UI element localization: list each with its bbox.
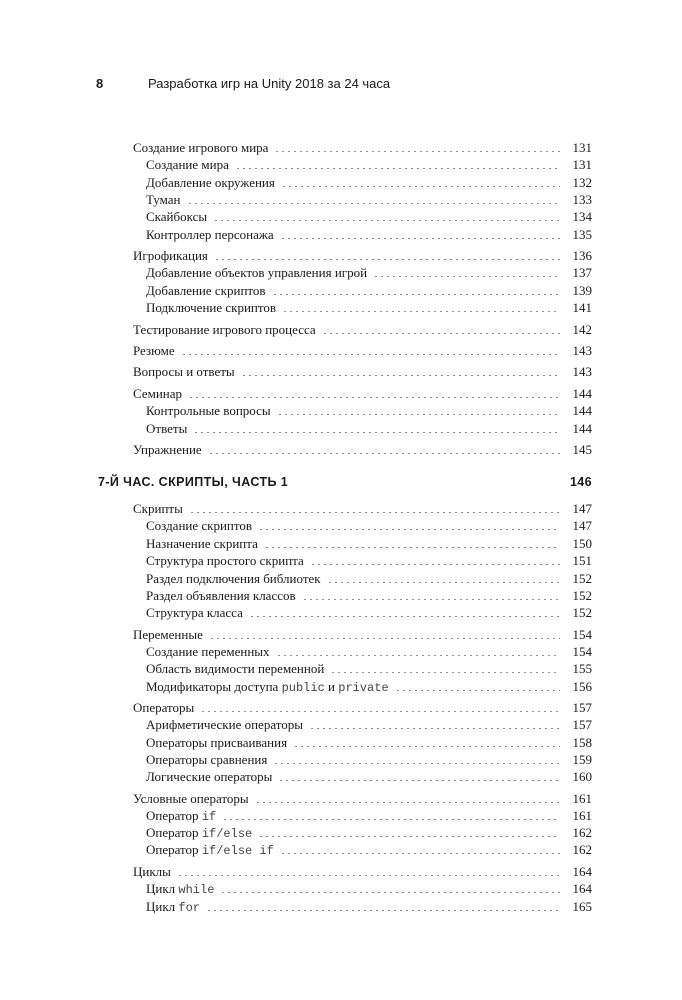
dot-leader <box>277 414 560 415</box>
toc-entry-label: Оператор if/else if <box>146 842 274 858</box>
toc-entry-label: Контроллер персонажа <box>146 227 274 242</box>
toc-entry-label: Область видимости переменной <box>146 661 325 676</box>
dot-leader <box>330 672 560 673</box>
toc-entry <box>146 264 592 281</box>
toc-entry <box>146 768 592 785</box>
dot-leader <box>310 564 560 565</box>
toc-page-number: 157 <box>572 717 592 732</box>
dot-leader <box>181 354 560 355</box>
toc-page-number: 162 <box>572 825 592 840</box>
dot-leader <box>280 238 560 239</box>
toc-entry-label: Структура простого скрипта <box>146 553 304 568</box>
toc-entry <box>146 880 592 897</box>
toc-entry <box>146 402 592 419</box>
toc-entry-label: Добавление скриптов <box>146 283 266 298</box>
toc-entry <box>146 807 592 824</box>
toc-page-number: 139 <box>572 283 592 298</box>
dot-leader <box>188 397 560 398</box>
toc-page-number: 162 <box>572 842 592 857</box>
toc-entry <box>146 587 592 604</box>
dot-leader <box>187 203 561 204</box>
dot-leader <box>200 711 560 712</box>
toc-entry <box>146 156 592 173</box>
toc-entry <box>146 282 592 299</box>
toc-entry-label: Операторы присваивания <box>146 735 288 750</box>
dot-leader <box>395 690 560 691</box>
dot-leader <box>293 746 560 747</box>
toc-entry <box>133 790 592 807</box>
toc-entry <box>146 898 592 915</box>
toc-entry <box>146 299 592 316</box>
toc-entry-label: Создание игрового мира <box>133 140 269 155</box>
toc-entry <box>133 626 592 643</box>
dot-leader <box>213 220 560 221</box>
dot-leader <box>373 276 560 277</box>
toc-entry <box>146 734 592 751</box>
toc-entry <box>146 751 592 768</box>
toc-entry <box>133 699 592 716</box>
toc-entry-label: Туман <box>146 192 181 207</box>
toc-entry <box>146 535 592 552</box>
toc-entry <box>133 385 592 402</box>
toc-entry <box>146 643 592 660</box>
dot-leader <box>273 763 560 764</box>
dot-leader <box>222 819 560 820</box>
dot-leader <box>280 853 560 854</box>
page-number: 8 <box>96 76 104 91</box>
toc-entry <box>133 500 592 517</box>
dot-leader <box>276 655 560 656</box>
dot-leader <box>258 836 560 837</box>
toc-entry <box>133 363 592 380</box>
dot-leader <box>327 582 560 583</box>
toc-entry-label: Операторы <box>133 700 195 715</box>
toc-page-number: 164 <box>572 864 592 879</box>
dot-leader <box>249 616 560 617</box>
toc-page-number: 136 <box>572 248 592 263</box>
dot-leader <box>209 638 560 639</box>
toc-page-number: 152 <box>572 588 592 603</box>
toc-entry <box>146 716 592 733</box>
toc-entry <box>146 678 592 695</box>
toc-page-number: 155 <box>572 661 592 676</box>
toc-entry <box>133 342 592 359</box>
toc-entry-label: Оператор if/else <box>146 825 253 841</box>
toc-entry <box>146 420 592 437</box>
toc-entry <box>146 841 592 858</box>
toc-entry <box>133 139 592 156</box>
toc-page-number: 143 <box>572 343 592 358</box>
dot-leader <box>177 875 560 876</box>
toc-entry-label: Оператор if <box>146 808 217 824</box>
toc-entry-label: Назначение скрипта <box>146 536 258 551</box>
toc-entry <box>146 660 592 677</box>
toc-page-number: 131 <box>572 157 592 172</box>
dot-leader <box>258 529 560 530</box>
toc-page-number: 152 <box>572 605 592 620</box>
toc-page-number: 143 <box>572 364 592 379</box>
toc-entry-label: Условные операторы <box>133 791 249 806</box>
toc-page-number: 150 <box>572 536 592 551</box>
toc-entry-label: Раздел подключения библиотек <box>146 571 321 586</box>
toc-entry-label: Модификаторы доступа public и private <box>146 679 389 695</box>
dot-leader <box>278 780 560 781</box>
toc-page-number: 137 <box>572 265 592 280</box>
toc-entry-label: Логические операторы <box>146 769 273 784</box>
toc-entry-label: Цикл while <box>146 881 215 897</box>
dot-leader <box>272 294 560 295</box>
toc-entry-label: Ответы <box>146 421 188 436</box>
dot-leader <box>214 259 560 260</box>
toc-page-number: 147 <box>572 501 592 516</box>
toc-entry <box>146 226 592 243</box>
dot-leader <box>255 802 560 803</box>
toc-entry <box>146 517 592 534</box>
toc-entry-label: Игрофикация <box>133 248 208 263</box>
toc-entry-label: Скайбоксы <box>146 209 208 224</box>
toc-entry-label: Добавление окружения <box>146 175 275 190</box>
toc-page-number: 161 <box>572 808 592 823</box>
toc-entry-label: Подключение скриптов <box>146 300 277 315</box>
toc-entry-label: Семинар <box>133 386 183 401</box>
toc-page-number: 156 <box>572 679 592 694</box>
toc-entry <box>133 321 592 338</box>
toc-page-number: 132 <box>572 175 592 190</box>
toc-entry <box>146 208 592 225</box>
dot-leader <box>274 151 560 152</box>
toc-entry <box>146 570 592 587</box>
dot-leader <box>281 186 560 187</box>
dot-leader <box>302 599 560 600</box>
toc-entry <box>146 174 592 191</box>
dot-leader <box>189 512 560 513</box>
dot-leader <box>241 375 560 376</box>
toc-entry <box>133 247 592 264</box>
toc-entry <box>146 191 592 208</box>
dot-leader <box>294 486 560 487</box>
toc-entry-label: Скрипты <box>133 501 183 516</box>
toc-entry <box>146 824 592 841</box>
toc-entry-label: Создание мира <box>146 157 229 172</box>
toc-page-number: 151 <box>572 553 592 568</box>
toc-entry <box>146 604 592 621</box>
toc-page-number: 135 <box>572 227 592 242</box>
toc-entry <box>146 552 592 569</box>
toc-page-number: 147 <box>572 518 592 533</box>
toc-entry <box>133 863 592 880</box>
toc-entry-label: Операторы сравнения <box>146 752 268 767</box>
dot-leader <box>282 311 560 312</box>
toc-entry-label: Цикл for <box>146 899 201 915</box>
book-title: Разработка игр на Unity 2018 за 24 часа <box>148 76 391 91</box>
toc-page-number: 134 <box>572 209 592 224</box>
toc-page-number: 158 <box>572 735 592 750</box>
dot-leader <box>220 892 560 893</box>
toc-page-number: 144 <box>572 386 592 401</box>
toc-entry-label: Циклы <box>133 864 171 879</box>
toc-entry-label: Структура класса <box>146 605 243 620</box>
toc-page-number: 142 <box>572 322 592 337</box>
toc-page-number: 159 <box>572 752 592 767</box>
dot-leader <box>206 910 560 911</box>
toc-entry-label: Упражнение <box>133 442 202 457</box>
toc-page-number: 145 <box>572 442 592 457</box>
dot-leader <box>322 333 560 334</box>
toc-page-number: 164 <box>572 881 592 896</box>
toc-page-number: 160 <box>572 769 592 784</box>
dot-leader <box>208 453 560 454</box>
toc-page-number: 141 <box>572 300 592 315</box>
toc-entry-label: Тестирование игрового процесса <box>133 322 316 337</box>
chapter-heading <box>98 474 592 491</box>
toc-page-number: 161 <box>572 791 592 806</box>
dot-leader <box>193 432 560 433</box>
toc-entry-label: Добавление объектов управления игрой <box>146 265 368 280</box>
dot-leader <box>264 547 560 548</box>
toc-entry-label: Переменные <box>133 627 203 642</box>
toc-page-number: 157 <box>572 700 592 715</box>
toc-page-number: 152 <box>572 571 592 586</box>
toc-entry-label: 7-Й ЧАС. СКРИПТЫ, ЧАСТЬ 1 <box>98 475 289 489</box>
toc-entry-label: Контрольные вопросы <box>146 403 271 418</box>
toc-entry-label: Раздел объявления классов <box>146 588 296 603</box>
dot-leader <box>235 168 560 169</box>
toc-page-number: 154 <box>572 627 592 642</box>
toc-page-number: 165 <box>572 899 592 914</box>
toc-page-number: 144 <box>572 403 592 418</box>
toc-page-number: 131 <box>572 140 592 155</box>
dot-leader <box>309 728 560 729</box>
toc-page-number: 154 <box>572 644 592 659</box>
toc-entry-label: Создание скриптов <box>146 518 253 533</box>
toc-page-number: 146 <box>569 475 592 489</box>
toc-page-number: 133 <box>572 192 592 207</box>
toc-entry-label: Резюме <box>133 343 175 358</box>
toc-entry-label: Вопросы и ответы <box>133 364 235 379</box>
toc-page-number: 144 <box>572 421 592 436</box>
toc-entry-label: Создание переменных <box>146 644 270 659</box>
toc-entry <box>133 441 592 458</box>
toc-entry-label: Арифметические операторы <box>146 717 304 732</box>
